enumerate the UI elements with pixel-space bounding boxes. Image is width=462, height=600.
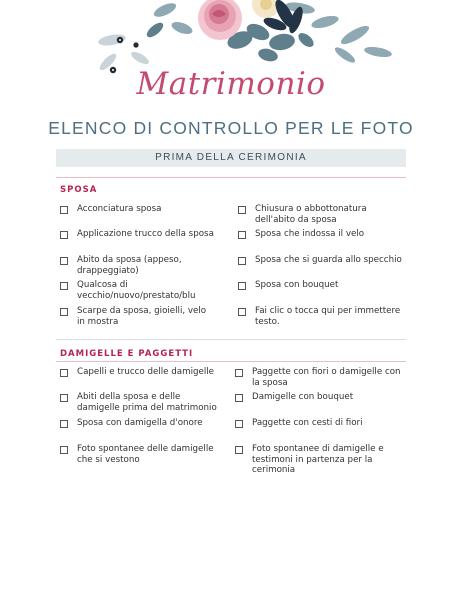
checkbox-icon[interactable]: [60, 282, 68, 290]
section-divider: [56, 177, 406, 178]
section-heading-sposa: SPOSA: [60, 185, 98, 195]
checklist-item[interactable]: [60, 255, 210, 276]
checklist-item[interactable]: [238, 229, 406, 240]
checklist-item[interactable]: [60, 280, 210, 301]
section-divider: [56, 339, 406, 340]
checkbox-icon[interactable]: [60, 394, 68, 402]
checkbox-icon[interactable]: [238, 257, 246, 265]
checklist-item[interactable]: [235, 418, 407, 429]
section-banner: PRIMA DELLA CERIMONIA: [56, 149, 406, 167]
checklist-item[interactable]: [60, 444, 225, 465]
checklist-item[interactable]: [235, 392, 407, 403]
checkbox-icon[interactable]: [238, 282, 246, 290]
checklist-item[interactable]: [60, 229, 220, 240]
checklist-item-label: Foto spontanee delle damigelle che si vestono: [77, 444, 214, 465]
checkbox-icon[interactable]: [60, 308, 68, 316]
checklist-item[interactable]: [60, 204, 220, 215]
checklist-item[interactable]: [60, 306, 210, 327]
checklist-item[interactable]: [235, 444, 407, 476]
checklist-item-label: Paggette con cesti di fiori: [252, 418, 363, 428]
checklist-item-label: Sposa che indossa il velo: [255, 229, 365, 239]
checkbox-icon[interactable]: [60, 420, 68, 428]
checklist-item[interactable]: [238, 204, 406, 225]
checklist-item[interactable]: [60, 392, 225, 413]
checklist-item-label: Foto spontanee di damigelle e testimoni in partenza per la cerimonia: [252, 444, 384, 476]
checklist-item[interactable]: [60, 367, 225, 378]
checklist-item-label: Sposa con bouquet: [255, 280, 339, 290]
checkbox-icon[interactable]: [235, 420, 243, 428]
checkbox-icon[interactable]: [238, 206, 246, 214]
checkbox-icon[interactable]: [238, 308, 246, 316]
checklist-item-label: Qualcosa di vecchio/nuovo/prestato/blu: [77, 280, 196, 301]
checklist-item-label: Scarpe da sposa, gioielli, velo in mostra: [77, 306, 207, 327]
checklist-item[interactable]: [238, 255, 406, 266]
page-title: ELENCO DI CONTROLLO PER LE FOTO: [48, 118, 414, 138]
checklist-item-label: Abiti della sposa e delle damigelle prima del matrimonio: [77, 392, 217, 413]
checkbox-icon[interactable]: [60, 446, 68, 454]
checkbox-icon[interactable]: [60, 231, 68, 239]
checklist-item-label: Damigelle con bouquet: [252, 392, 354, 402]
checklist-item-label: Capelli e trucco delle damigelle: [77, 367, 215, 377]
section-heading-damigelle: DAMIGELLE E PAGGETTI: [60, 349, 194, 359]
checklist-item[interactable]: [238, 280, 406, 291]
checkbox-icon[interactable]: [60, 206, 68, 214]
checklist-item-label: Sposa che si guarda allo specchio: [255, 255, 402, 265]
checklist-item-label: Sposa con damigella d'onore: [77, 418, 203, 428]
checklist-item[interactable]: [238, 306, 406, 327]
checkbox-icon[interactable]: [238, 231, 246, 239]
checklist-item-label: Abito da sposa (appeso, drappeggiato): [77, 255, 182, 276]
checkbox-icon[interactable]: [60, 257, 68, 265]
checklist-item[interactable]: [60, 418, 225, 429]
checklist-item[interactable]: [235, 367, 407, 388]
checkbox-icon[interactable]: [235, 446, 243, 454]
checklist-item-label: Paggette con fiori o damigelle con la sposa: [252, 367, 401, 388]
checkbox-icon[interactable]: [235, 394, 243, 402]
checklist-item-label: Chiusura o abbottonatura dell'abito da sposa: [255, 204, 367, 225]
checklist-item-placeholder[interactable]: Fai clic o tocca qui per immettere testo.: [255, 306, 401, 327]
script-title: Matrimonio: [136, 66, 326, 102]
checklist-item-label: Acconciatura sposa: [77, 204, 162, 214]
checklist-item-label: Applicazione trucco della sposa: [77, 229, 214, 239]
checkbox-icon[interactable]: [60, 369, 68, 377]
section-divider: [56, 361, 406, 362]
checkbox-icon[interactable]: [235, 369, 243, 377]
